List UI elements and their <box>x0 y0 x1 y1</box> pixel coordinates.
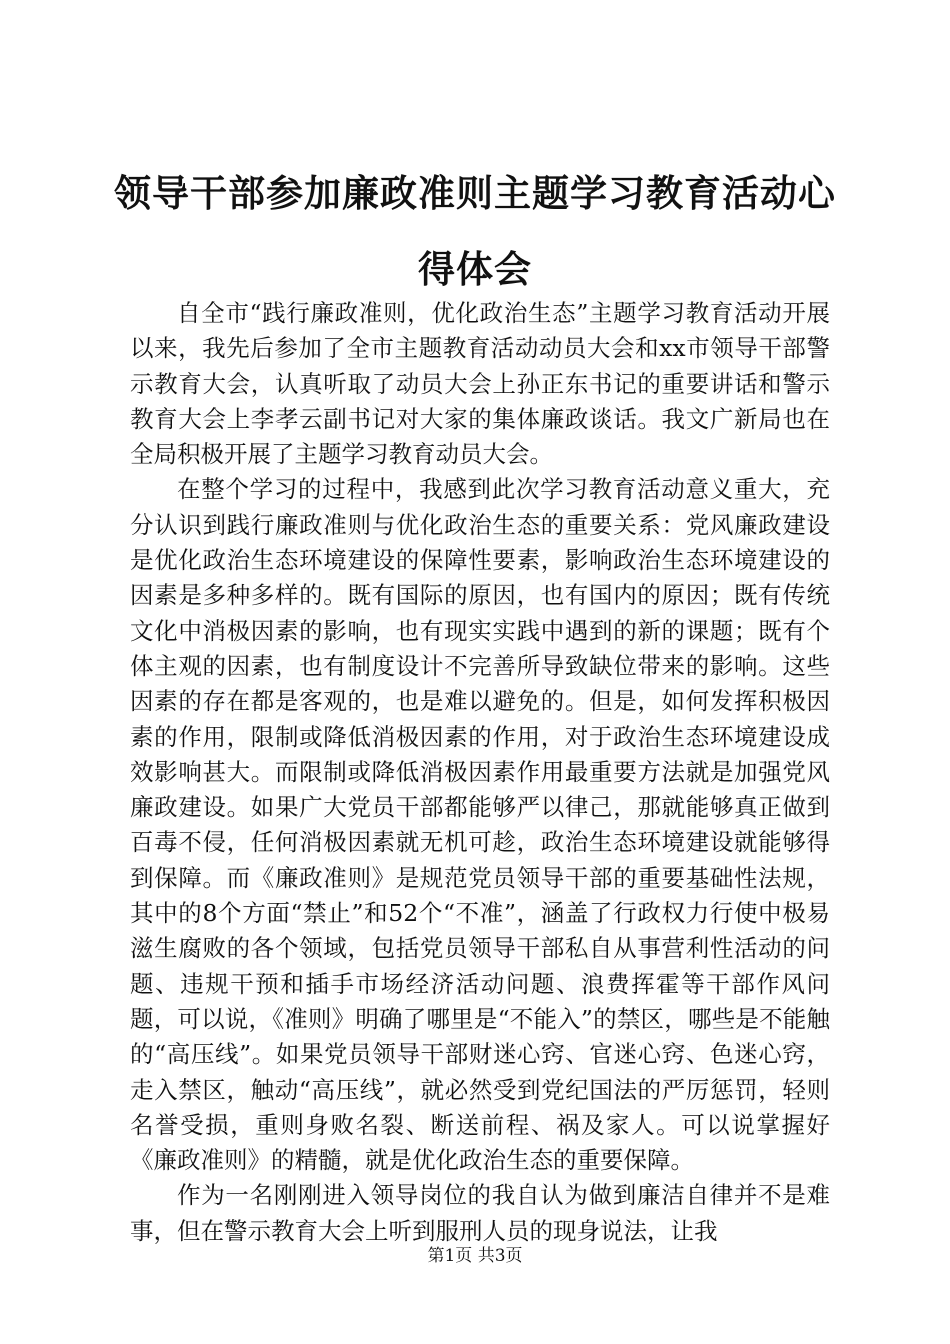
document-title: 领导干部参加廉政准则主题学习教育活动心得体会 <box>114 171 836 291</box>
paragraph-3: 作为一名刚刚进入领导岗位的我自认为做到廉洁自律并不是难事，但在警示教育大会上听到服刑人员的现身说法，让我 <box>130 1181 830 1245</box>
paragraph-1: 自全市“践行廉政准则，优化政治生态”主题学习教育活动开展以来，我先后参加了全市主题教育活动动员大会和xx市领导干部警示教育大会，认真听取了动员大会上孙正东书记的重要讲话和警示教育大会上李孝云副书记对大家的集体廉政谈话。我文广新局也在全局积极开展了主题学习教育动员大会。 <box>130 299 830 469</box>
paragraph-2: 在整个学习的过程中，我感到此次学习教育活动意义重大，充分认识到践行廉政准则与优化政治生态的重要关系：党风廉政建设是优化政治生态环境建设的保障性要素，影响政治生态环境建设的因素是多种多样的。既有国际的原因，也有国内的原因；既有传统文化中消极因素的影响，也有现实实践中遇到的新的课题；既有个体主观的因素，也有制度设计不完善所导致缺位带来的影响。这些因素的存在都是客观的，也是难以避免的。但是，如何发挥积极因素的作用，限制或降低消极因素的作用，对于政治生态环境建设成效影响甚大。而限制或降低消极因素作用最重要方法就是加强党风廉政建设。如果广大党员干部都能够严以律己，那就能够真正做到百毒不侵，任何消极因素就无机可趁，政治生态环境建设就能够得到保障。而《廉政准则》是规范党员领导干部的重要基础性法规，其中的8个方面“禁止”和52个“不准”，涵盖了行政权力行使中极易滋生腐败的各个领域，包括党员领导干部私自从事营利性活动的问题、违规干预和插手市场经济活动问题、浪费挥霍等干部作风问题，可以说，《准则》明确了哪里是“不能入”的禁区，哪些是不能触的“高压线”。如果党员领导干部财迷心窍、官迷心窍、色迷心窍，走入禁区，触动“高压线”，就必然受到党纪国法的严厉惩罚，轻则名誉受损，重则身败名裂、断送前程、祸及家人。可以说掌握好《廉政准则》的精髓，就是优化政治生态的重要保障。 <box>130 475 830 1175</box>
document-body <box>130 296 830 1249</box>
page-number-footer: 第1页 共3页 <box>427 1246 523 1266</box>
